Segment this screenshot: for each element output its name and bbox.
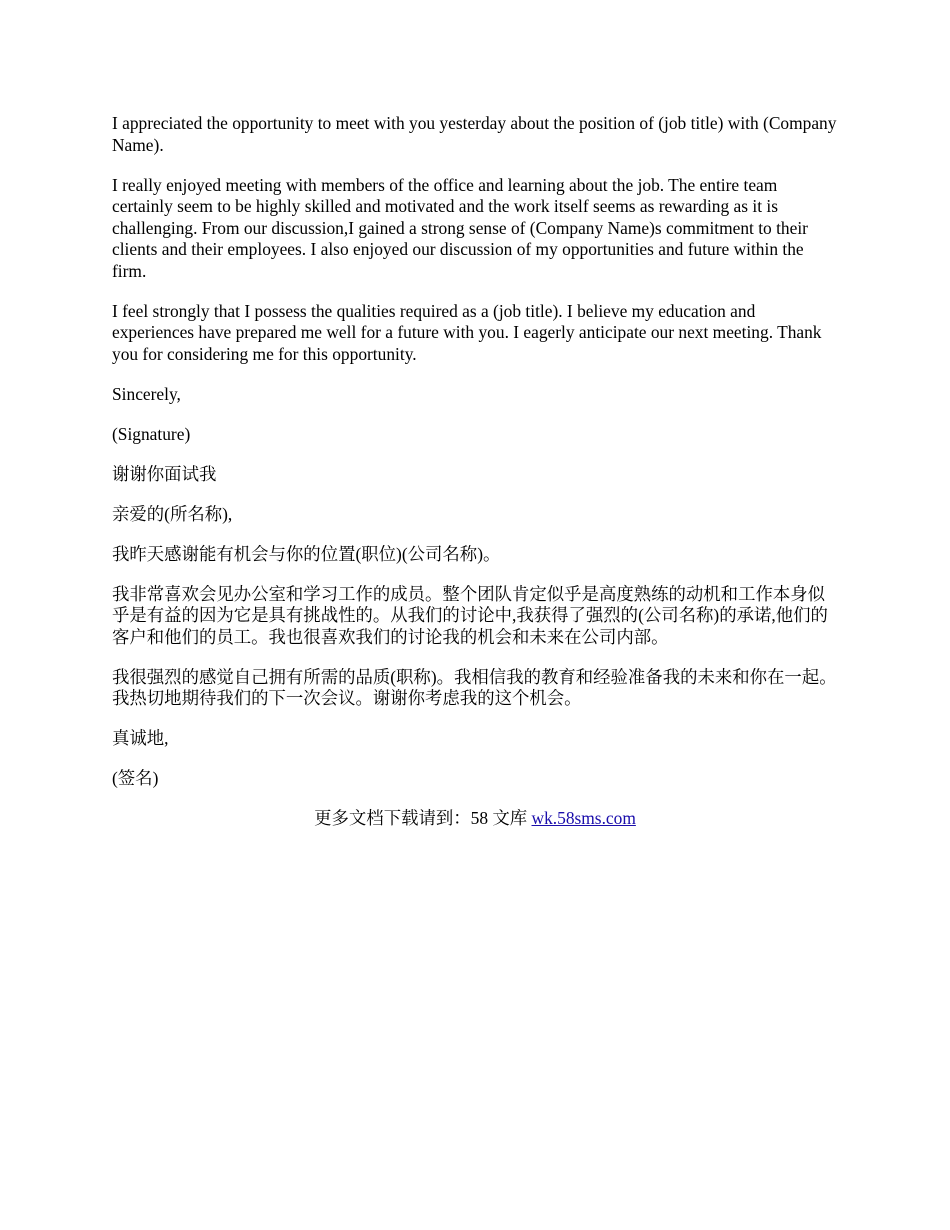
en-paragraph-1: I appreciated the opportunity to meet with you yesterday about the position of (job title) with (Company Name).: [112, 113, 837, 155]
download-footer: [0, 808, 950, 830]
zh-title: 谢谢你面试我: [112, 463, 217, 484]
footer-prefix: 更多文档下载请到：58 文库: [314, 808, 532, 828]
en-signature: (Signature): [112, 423, 191, 444]
zh-paragraph-3: 我很强烈的感觉自己拥有所需的品质(职称)。我相信我的教育和经验准备我的未来和你在一起。我热切地期待我们的下一次会议。谢谢你考虑我的这个机会。: [112, 666, 837, 708]
zh-signature: (签名): [112, 768, 159, 788]
zh-paragraph-1: 我昨天感谢能有机会与你的位置(职位)(公司名称)。: [112, 543, 501, 564]
zh-paragraph-2: 我非常喜欢会见办公室和学习工作的成员。整个团队肯定似乎是高度熟练的动机和工作本身似乎是有益的因为它是具有挑战性的。从我们的讨论中,我获得了强烈的(公司名称)的承诺,他们的客户和他们的员工。我也很喜欢我们的讨论我的机会和未来在公司内部。: [112, 583, 828, 647]
en-paragraph-3: I feel strongly that I possess the qualities required as a (job title). I believe my education and experiences have prepared me well for a future with you. I eagerly anticipate our next meeting. Thank you for considering me for this opportunity.: [112, 300, 822, 364]
zh-closing: 真诚地,: [112, 728, 169, 748]
en-paragraph-2: I really enjoyed meeting with members of the office and learning about the job. The entire team certainly seem to be highly skilled and motivated and the work itself seems as rewarding as it is challenging. From our discussion,I gained a strong sense of (Company Name)s commitment to their clients and their employees. I also enjoyed our discussion of my opportunities and future within the firm.: [112, 174, 808, 281]
footer-link[interactable]: wk.58sms.com: [531, 808, 636, 828]
zh-greeting: 亲爱的(所名称),: [112, 503, 233, 524]
en-closing: Sincerely,: [112, 383, 181, 404]
document-page: [112, 113, 840, 828]
